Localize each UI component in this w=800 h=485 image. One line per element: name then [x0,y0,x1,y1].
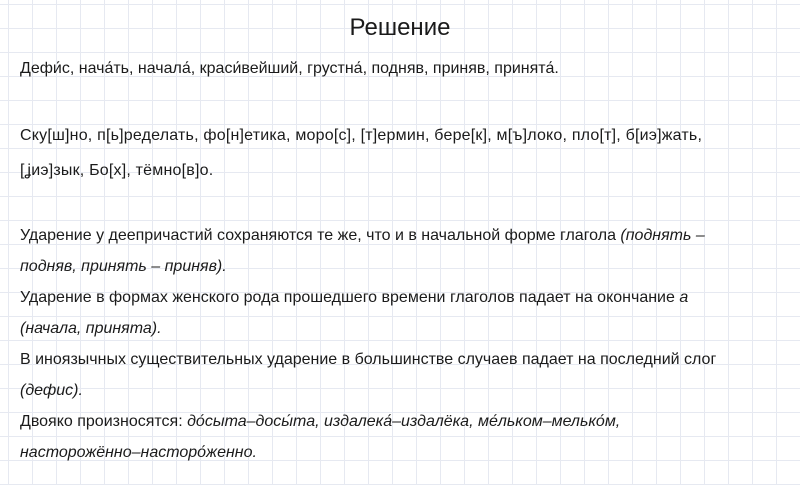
rule-gerund-example-start: (поднять – [620,227,705,244]
rule-feminine-line-2 [20,319,162,339]
rule-feminine-line-1 [20,288,688,308]
rule-feminine-text: Ударение в формах женского рода прошедшего времени глаголов падает на окончание [20,289,680,306]
rule-gerund-text: Ударение у деепричастий сохраняются те же, что и в начальной форме глагола [20,227,621,244]
rule-foreign-line-1 [20,350,716,370]
phonetic-line-1: Ску[ш]но, п[ь]ределать, фо[н]етика, моро[с], [т]ермин, бере[к], м[ъ]локо, пло[т], б[иэ]жать, [20,127,703,144]
rule-feminine-example: (начала, принята). [20,320,162,337]
stress-words-line: Дефи́с, нача́ть, начала́, краси́вейший, грустна́, подняв, приняв, принята́. [20,60,559,77]
rule-dual-examples-end: насторожённо–насторо́женно. [20,444,257,461]
rule-dual-line-1 [20,412,620,432]
rule-dual-text: Двояко произносятся: [20,413,188,430]
phonetic-line-2: [ʝиэ]зык, Бо[х], тёмно[в]о. [20,162,214,179]
rule-dual-examples-start: до́сыта–досы́та, издалека́–издалёка, ме́льком–мелько́м, [187,413,621,430]
rule-dual-line-2 [20,443,257,463]
rule-gerund-line-2 [20,257,227,277]
rule-foreign-line-2 [20,381,83,401]
rule-foreign-text: В иноязычных существительных ударение в большинстве случаев падает на последний слог [20,351,717,368]
rule-foreign-example: (дефис). [20,382,83,399]
rule-feminine-letter: а [679,289,689,306]
rule-gerund-line-1 [20,226,705,246]
page-title: Решение [349,14,451,41]
rule-gerund-example-end: подняв, принять – приняв). [20,258,227,275]
